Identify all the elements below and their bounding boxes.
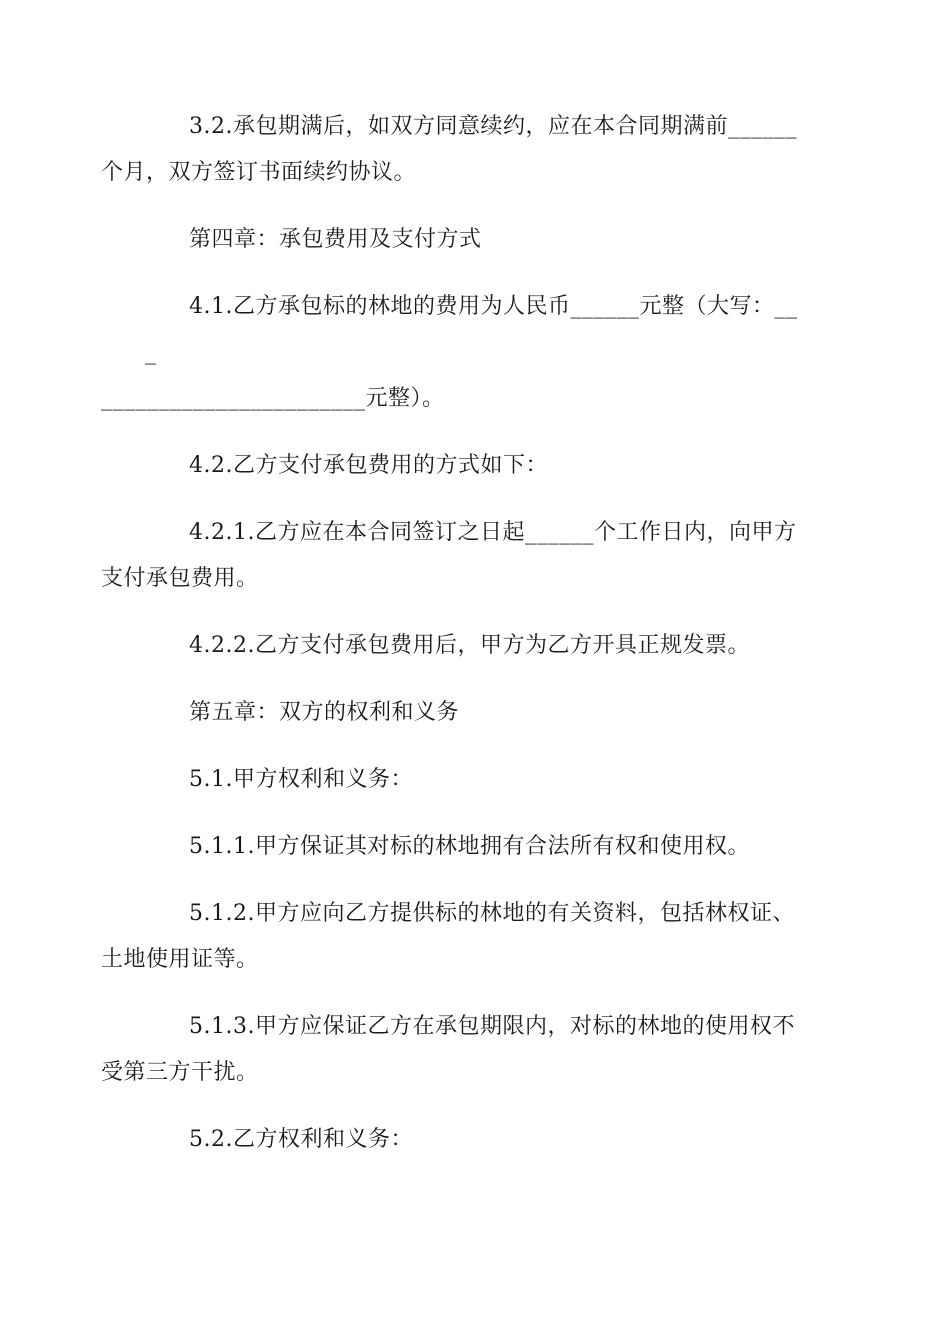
chapter-4-heading (145, 217, 805, 263)
clause-3-2 (101, 104, 805, 196)
text-line: 4.2.1.乙方应在本合同签订之日起______个工作日内，向甲方 (189, 520, 797, 545)
text-line: 5.1.甲方权利和义务： (189, 767, 413, 792)
text-line: 受第三方干扰。 (101, 1060, 259, 1085)
text-line: _______________________元整）。 (101, 386, 445, 411)
clause-5-1-2 (101, 891, 805, 983)
text-line: 个月，双方签订书面续约协议。 (101, 160, 417, 185)
text-line: 5.2.乙方权利和义务： (189, 1127, 413, 1152)
text-line: 4.2.乙方支付承包费用的方式如下： (189, 453, 548, 478)
text-line: 5.1.2.甲方应向乙方提供标的林地的有关资料，包括林权证、 (189, 901, 795, 926)
clause-5-1 (145, 757, 805, 803)
text-line: 4.1.乙方承包标的林地的费用为人民币______元整（大写：___ (145, 294, 798, 365)
clause-5-2 (145, 1117, 805, 1163)
clause-4-2 (145, 443, 805, 489)
chapter-5-heading (145, 690, 805, 736)
clause-5-1-1 (145, 824, 805, 870)
text-line: 第四章：承包费用及支付方式 (189, 227, 482, 252)
text-line: 第五章：双方的权利和义务 (189, 700, 460, 725)
text-line: 3.2.承包期满后，如双方同意续约，应在本合同期满前______ (189, 114, 797, 139)
text-line: 支付承包费用。 (101, 566, 259, 591)
text-line: 5.1.3.甲方应保证乙方在承包期限内，对标的林地的使用权不 (189, 1014, 795, 1039)
clause-4-2-2 (145, 623, 805, 669)
text-line: 4.2.2.乙方支付承包费用后，甲方为乙方开具正规发票。 (189, 633, 750, 658)
clause-5-1-3 (101, 1004, 805, 1096)
document-page (101, 104, 805, 1184)
clause-4-2-1 (101, 510, 805, 602)
text-line: 土地使用证等。 (101, 947, 259, 972)
clause-4-1 (101, 284, 805, 422)
text-line: 5.1.1.甲方保证其对标的林地拥有合法所有权和使用权。 (189, 834, 750, 859)
